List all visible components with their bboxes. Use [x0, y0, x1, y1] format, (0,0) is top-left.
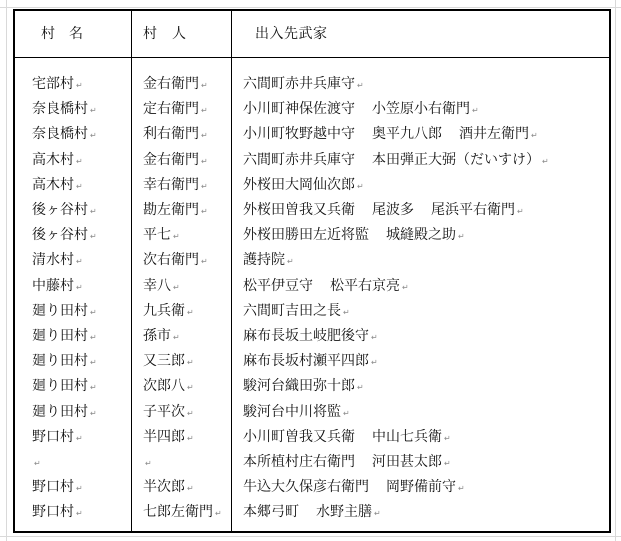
cell-village: [32, 400, 97, 425]
sheet-gridline: [0, 7, 621, 8]
paragraph-mark: ↵: [371, 358, 378, 368]
house-name: 河田甚太郎: [372, 454, 442, 470]
paragraph-mark: ↵: [90, 207, 97, 216]
paragraph-mark: ↵: [90, 307, 97, 317]
house-name: 小川町牧野越中守: [243, 126, 355, 143]
paragraph-mark: ↵: [458, 232, 465, 242]
cell-village: [32, 425, 83, 450]
paragraph-mark: ↵: [343, 408, 350, 418]
paragraph-mark: ↵: [90, 383, 97, 393]
villager-text: 次郎八: [143, 378, 185, 395]
document-table: [13, 9, 611, 533]
paragraph-mark: ↵: [357, 383, 364, 393]
villager-text: 利右衛門: [143, 126, 199, 143]
villager-text: 次右衛門: [143, 252, 199, 269]
table-row: [15, 324, 609, 349]
house-name: 中山七兵衛: [372, 428, 442, 445]
table-row: [15, 72, 609, 97]
paragraph-mark: ↵: [444, 433, 451, 443]
village-text: 廻り田村: [32, 302, 88, 319]
table-row: [15, 122, 609, 147]
house-name: 六間町赤井兵庫守: [243, 76, 355, 92]
table-row: [15, 400, 609, 425]
table-row: [15, 450, 609, 475]
paragraph-mark: ↵: [531, 131, 538, 141]
house-name: 本所植村庄右衛門: [243, 454, 355, 470]
village-text: 廻り田村: [32, 353, 88, 370]
table-row: [15, 148, 609, 173]
cell-village: [32, 274, 83, 299]
cell-villager: [143, 248, 208, 273]
sheet-gridline: [6, 0, 7, 541]
house-name: 六間町赤井兵庫守: [243, 151, 355, 168]
paragraph-mark: ↵: [374, 509, 381, 519]
house-name: 小川町神保佐渡守: [243, 101, 355, 118]
cell-house: [243, 223, 465, 248]
house-name: 酒井左衛門: [459, 126, 529, 143]
paragraph-mark: ↵: [472, 106, 479, 116]
cell-village: [32, 97, 97, 122]
paragraph-mark: ↵: [34, 459, 41, 468]
villager-text: 孫市: [143, 328, 171, 344]
cell-village: [32, 248, 83, 273]
paragraph-mark: ↵: [343, 307, 350, 317]
paragraph-mark: ↵: [201, 181, 208, 191]
cell-villager: [143, 374, 194, 399]
cell-villager: [143, 450, 152, 475]
cell-house: [243, 274, 409, 299]
cell-house: [243, 374, 364, 399]
paragraph-mark: ↵: [76, 433, 83, 443]
paragraph-mark: ↵: [215, 509, 222, 519]
house-name: 本郷弓町: [243, 504, 299, 521]
villager-text: 金右衛門: [143, 76, 199, 92]
paragraph-mark: ↵: [187, 408, 194, 418]
cell-village: [32, 223, 97, 248]
table-row: [15, 223, 609, 248]
header-house: 出入先武家: [255, 26, 328, 42]
paragraph-mark: ↵: [90, 131, 97, 141]
villager-text: 七郎左衛門: [143, 504, 213, 521]
cell-villager: [143, 500, 222, 525]
cell-village: [32, 500, 83, 525]
paragraph-mark: ↵: [187, 307, 194, 317]
house-name: 外桜田曽我又兵衛: [243, 202, 355, 218]
villager-text: 幸八: [143, 277, 171, 294]
cell-village: [32, 349, 97, 374]
village-text: 後ヶ谷村: [32, 227, 88, 244]
cell-villager: [143, 122, 208, 147]
cell-village: [32, 173, 83, 198]
cell-house: [243, 248, 294, 273]
villager-text: 半四郎: [143, 428, 185, 445]
cell-village: [32, 450, 41, 475]
cell-village: [32, 198, 97, 223]
house-name: 尾浜平右衛門: [431, 202, 515, 218]
house-name: 松平伊豆守: [243, 277, 313, 294]
table-row: [15, 248, 609, 273]
villager-text: 子平次: [143, 403, 185, 420]
paragraph-mark: ↵: [173, 282, 180, 292]
paragraph-mark: ↵: [76, 156, 83, 166]
house-name: 城縫殿之助: [386, 227, 456, 244]
paragraph-mark: ↵: [187, 484, 194, 494]
paragraph-mark: ↵: [76, 282, 83, 292]
house-name: 六間町吉田之長: [243, 302, 341, 319]
villager-text: 定右衛門: [143, 101, 199, 118]
house-name: 外桜田大岡仙次郎: [243, 176, 355, 193]
paragraph-mark: ↵: [402, 282, 409, 292]
cell-house: [243, 72, 364, 97]
paragraph-mark: ↵: [187, 433, 194, 443]
sheet-gridline: [615, 0, 616, 541]
table-row: [15, 475, 609, 500]
cell-house: [243, 122, 538, 147]
paragraph-mark: ↵: [357, 181, 364, 191]
house-name: 駿河台織田弥十郎: [243, 378, 355, 395]
villager-text: 半次郎: [143, 479, 185, 496]
cell-villager: [143, 223, 180, 248]
village-text: 廻り田村: [32, 328, 88, 344]
house-name: 尾波多: [372, 202, 414, 218]
cell-villager: [143, 72, 208, 97]
paragraph-mark: ↵: [76, 181, 83, 191]
paragraph-mark: ↵: [90, 358, 97, 368]
cell-villager: [143, 400, 194, 425]
villager-text: 金右衛門: [143, 151, 199, 168]
paragraph-mark: ↵: [90, 106, 97, 116]
paragraph-mark: ↵: [201, 81, 208, 90]
house-name: 小川町曽我又兵衛: [243, 428, 355, 445]
village-text: 高木村: [32, 176, 74, 193]
cell-house: [243, 148, 549, 173]
house-name: 駿河台中川将監: [243, 403, 341, 420]
paragraph-mark: ↵: [173, 232, 180, 242]
cell-house: [243, 173, 364, 198]
paragraph-mark: ↵: [187, 383, 194, 393]
villager-text: 勘左衛門: [143, 202, 199, 218]
table-row: [15, 274, 609, 299]
house-name: 牛込大久保彦右衛門: [243, 479, 369, 496]
table-row: [15, 374, 609, 399]
village-text: 宅部村: [32, 76, 74, 92]
cell-house: [243, 349, 378, 374]
header-village: 村 名: [41, 26, 83, 42]
paragraph-mark: ↵: [458, 484, 465, 494]
table-row: [15, 198, 609, 223]
paragraph-mark: ↵: [371, 333, 378, 342]
cell-villager: [143, 349, 194, 374]
house-name: 松平右京亮: [330, 277, 400, 294]
paragraph-mark: ↵: [173, 333, 180, 342]
paragraph-mark: ↵: [201, 106, 208, 116]
paragraph-mark: ↵: [357, 81, 364, 90]
paragraph-mark: ↵: [76, 257, 83, 267]
paragraph-mark: ↵: [201, 207, 208, 216]
house-name: 麻布長坂土岐肥後守: [243, 328, 369, 344]
cell-village: [32, 299, 97, 324]
house-name: 水野主膳: [316, 504, 372, 521]
paragraph-mark: ↵: [201, 131, 208, 141]
villager-text: 九兵衛: [143, 302, 185, 319]
villager-text: 平七: [143, 227, 171, 244]
village-text: 清水村: [32, 252, 74, 269]
paragraph-mark: ↵: [76, 81, 83, 90]
villager-text: 又三郎: [143, 353, 185, 370]
cell-village: [32, 475, 83, 500]
cell-house: [243, 425, 451, 450]
table-row: [15, 349, 609, 374]
table-row: [15, 425, 609, 450]
cell-house: [243, 500, 381, 525]
house-name: 小笠原小右衛門: [372, 101, 470, 118]
sheet-gridline: [0, 536, 621, 537]
table-row: [15, 299, 609, 324]
cell-villager: [143, 97, 208, 122]
cell-villager: [143, 173, 208, 198]
village-text: 廻り田村: [32, 403, 88, 420]
paragraph-mark: ↵: [187, 358, 194, 368]
house-name: 奥平九八郎: [372, 126, 442, 143]
table-row: [15, 173, 609, 198]
table-row: [15, 97, 609, 122]
house-name: 岡野備前守: [386, 479, 456, 496]
cell-village: [32, 122, 97, 147]
cell-villager: [143, 324, 180, 349]
cell-house: [243, 299, 350, 324]
cell-villager: [143, 475, 194, 500]
cell-house: [243, 475, 465, 500]
village-text: 奈良橋村: [32, 101, 88, 118]
paragraph-mark: ↵: [90, 408, 97, 418]
cell-village: [32, 374, 97, 399]
cell-house: [243, 450, 451, 475]
village-text: 奈良橋村: [32, 126, 88, 143]
paragraph-mark: ↵: [145, 459, 152, 468]
cell-villager: [143, 425, 194, 450]
paragraph-mark: ↵: [90, 333, 97, 342]
cell-villager: [143, 299, 194, 324]
paragraph-mark: ↵: [542, 156, 549, 166]
village-text: 野口村: [32, 428, 74, 445]
table-row: [15, 500, 609, 525]
house-name: 本田弾正大弼（だいすけ）: [372, 151, 540, 168]
header-separator: [15, 57, 609, 58]
cell-village: [32, 324, 97, 349]
village-text: 野口村: [32, 504, 74, 521]
cell-house: [243, 400, 350, 425]
cell-villager: [143, 148, 208, 173]
paragraph-mark: ↵: [76, 484, 83, 494]
paragraph-mark: ↵: [287, 257, 294, 267]
villager-text: 幸右衛門: [143, 176, 199, 193]
paragraph-mark: ↵: [444, 459, 451, 468]
house-name: 麻布長坂村瀬平四郎: [243, 353, 369, 370]
paragraph-mark: ↵: [517, 207, 524, 216]
village-text: 野口村: [32, 479, 74, 496]
paragraph-mark: ↵: [90, 232, 97, 242]
cell-village: [32, 72, 83, 97]
paragraph-mark: ↵: [201, 156, 208, 166]
village-text: 高木村: [32, 151, 74, 168]
cell-village: [32, 148, 83, 173]
village-text: 後ヶ谷村: [32, 202, 88, 218]
village-text: 廻り田村: [32, 378, 88, 395]
paragraph-mark: ↵: [76, 509, 83, 519]
house-name: 外桜田勝田左近将監: [243, 227, 369, 244]
house-name: 護持院: [243, 252, 285, 269]
cell-house: [243, 324, 378, 349]
cell-villager: [143, 198, 208, 223]
paragraph-mark: ↵: [201, 257, 208, 267]
cell-villager: [143, 274, 180, 299]
header-villager: 村 人: [143, 26, 187, 42]
cell-house: [243, 97, 479, 122]
village-text: 中藤村: [32, 277, 74, 294]
cell-house: [243, 198, 524, 223]
